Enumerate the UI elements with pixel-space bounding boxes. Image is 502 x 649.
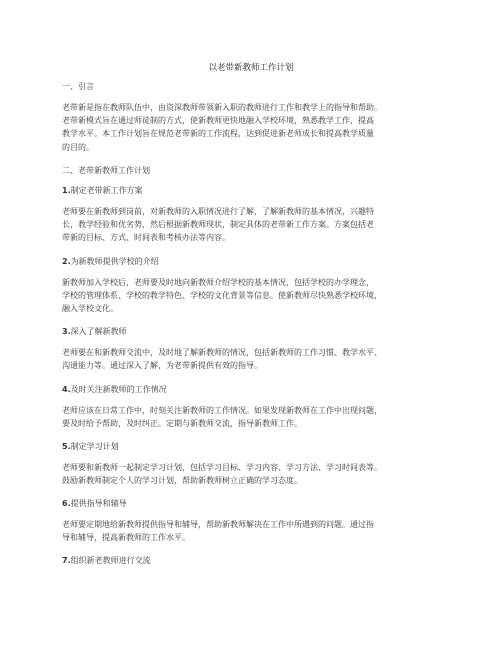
item-title: 制定学习计划 bbox=[70, 442, 119, 451]
paragraph-line: 教学水平。本工作计划旨在规范老带新的工作流程，达到促进新老师成长和提高教学质量 bbox=[62, 129, 374, 139]
paragraph-line: 新教师加入学校后，老师要及时地向新教师介绍学校的基本情况，包括学校的办学理念， bbox=[62, 278, 374, 287]
paragraph-line: 老带新模式旨在通过师徒制的方式，使新教师更快地融入学校环境，熟悉教学工作，提高 bbox=[62, 116, 374, 126]
paragraph-line: 老师要在和新教师交流中，及时地了解新教师的情况，包括新教师的工作习惯、教学水平、 bbox=[62, 348, 382, 357]
paragraph-line: 老师要和新教师一起制定学习计划，包括学习目标、学习内容、学习方法、学习时间表等。 bbox=[62, 463, 382, 472]
item-number: 5. bbox=[62, 442, 71, 451]
item-title: 为新教师提供学校的介绍 bbox=[70, 257, 159, 266]
paragraph-line: 学校的管理体系、学校的教学特色、学校的文化背景等信息。使新教师尽快熟悉学校环境， bbox=[62, 291, 382, 301]
item-paragraph bbox=[62, 276, 442, 316]
paragraph-line: 沟通能力等。通过深入了解，为老带新提供有效的指导。 bbox=[62, 361, 262, 371]
item-heading bbox=[62, 555, 442, 567]
paragraph-line: 鼓励新教师制定个人的学习计划，帮助新教师树立正确的学习态度。 bbox=[62, 476, 302, 486]
paragraph-line: 带新的目标、方式、时间表和考核办法等内容。 bbox=[62, 233, 230, 243]
paragraph-line: 长，教学经验和优劣势，然后根据新教师现状，制定具体的老带新工作方案。方案包括老 bbox=[62, 220, 374, 230]
item-title: 制定老带新工作方案 bbox=[70, 186, 143, 195]
item-title: 提供指导和辅导 bbox=[70, 499, 127, 508]
item-number: 4. bbox=[62, 385, 71, 394]
item-heading bbox=[62, 384, 442, 396]
intro-paragraph bbox=[62, 101, 442, 154]
paragraph-line: 老带新是指在教师队伍中，由资深教师带领新入职的教师进行工作和教学上的指导和帮助。 bbox=[62, 103, 382, 112]
paragraph-line: 老师要定期地给新教师提供指导和辅导，帮助新教师解决在工作中所遇到的问题。通过指 bbox=[62, 520, 374, 529]
item-title: 深入了解新教师 bbox=[70, 327, 127, 336]
item-title: 及时关注新教师的工作情况 bbox=[70, 385, 167, 394]
paragraph-line: 老师应该在日常工作中，时刻关注新教师的工作情况。如果发现新教师在工作中出现问题， bbox=[62, 406, 382, 415]
item-number: 1. bbox=[62, 186, 71, 195]
item-paragraph bbox=[62, 518, 442, 544]
paragraph-line: 要及时给予帮助，及时纠正。定期与新教师交流，指导新教师工作。 bbox=[62, 419, 302, 429]
paragraph-line: 融入学校文化。 bbox=[62, 304, 118, 314]
paragraph-line: 的目的。 bbox=[62, 142, 94, 152]
item-number: 7. bbox=[62, 556, 71, 565]
item-number: 6. bbox=[62, 499, 71, 508]
section-heading-plan: 二、老带新教师工作计划 bbox=[62, 166, 150, 175]
item-paragraph bbox=[62, 461, 442, 487]
document-title: 以老带新教师工作计划 bbox=[208, 63, 294, 73]
section-heading-intro: 一、引言 bbox=[62, 82, 94, 91]
item-heading bbox=[62, 185, 442, 197]
item-heading bbox=[62, 498, 442, 510]
item-paragraph bbox=[62, 404, 442, 430]
item-paragraph bbox=[62, 346, 442, 372]
item-heading bbox=[62, 326, 442, 338]
item-heading bbox=[62, 256, 442, 268]
item-number: 3. bbox=[62, 327, 71, 336]
paragraph-line: 导和辅导，提高新教师的工作水平。 bbox=[62, 533, 190, 543]
item-heading bbox=[62, 441, 442, 453]
item-paragraph bbox=[62, 205, 442, 245]
item-title: 组织新老教师进行交流 bbox=[70, 556, 151, 565]
item-number: 2. bbox=[62, 257, 71, 266]
paragraph-line: 老师要在新教师到岗前，对新教师的入职情况进行了解，了解新教师的基本情况，兴趣特 bbox=[62, 207, 374, 216]
